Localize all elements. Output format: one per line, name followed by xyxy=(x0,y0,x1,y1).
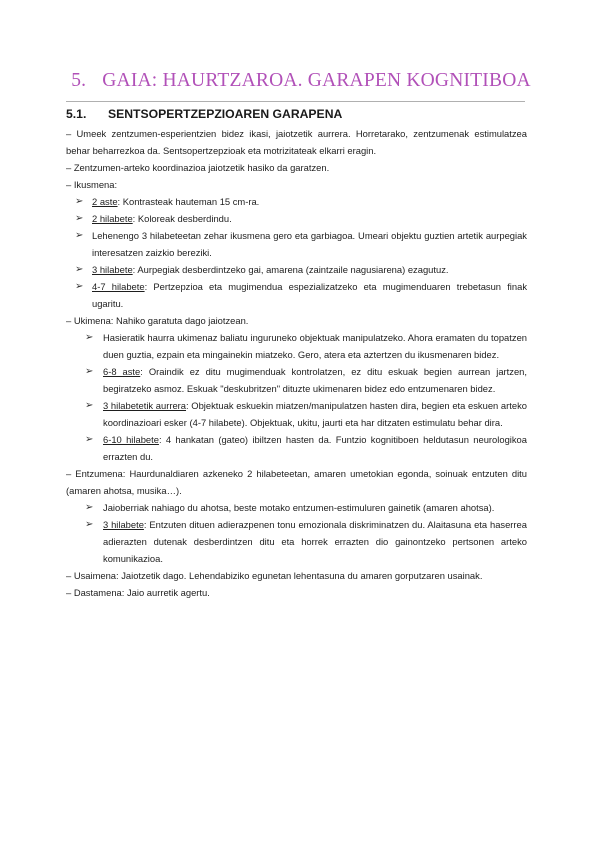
section-number: 5.1. xyxy=(66,107,87,121)
list-item-text: Lehenengo 3 hilabeteetan zehar ikusmena gero eta garbiagoa. Umeari objektu guztien artetik aurpegiak interesatzen zaizkio bereziki. xyxy=(92,230,527,258)
list-item xyxy=(66,193,527,210)
chapter-title xyxy=(66,70,536,92)
chapter-title-text: GAIA: HAURTZAROA. GARAPEN KOGNITIBOA xyxy=(102,70,531,91)
arrow-bullet-icon: ➢ xyxy=(85,366,94,377)
list-item xyxy=(66,329,527,363)
list-item xyxy=(66,516,527,567)
arrow-bullet-icon: ➢ xyxy=(85,502,94,513)
list-item xyxy=(66,227,527,261)
arrow-bullet-icon: ➢ xyxy=(85,519,94,530)
list-item-text: : Objektuak eskuekin miatzen/manipulatzen hasten dira, begien eta eskuen arteko koordinazioari esker (4-7 hilabete). Objektuak, ukitu, jaurti eta har ditzaten estimulatu behar dira. xyxy=(103,400,527,428)
paragraph-smell: – Usaimena: Jaiotzetik dago. Lehendabiziko egunetan lehentasuna du amaren gorputzaren usainak. xyxy=(66,570,483,581)
list-item xyxy=(66,397,527,431)
title-divider xyxy=(66,101,525,102)
paragraph-touch-heading: – Ukimena: Nahiko garatuta dago jaiotzean. xyxy=(66,315,249,326)
section-title: SENTSOPERTZEPZIOAREN GARAPENA xyxy=(108,107,343,121)
list-item-text: : Aurpegiak desberdintzeko gai, amarena (zaintzaile nagusiarena) ezagutuz. xyxy=(132,264,449,275)
section-heading xyxy=(66,107,342,121)
paragraph-sight-heading: – Ikusmena: xyxy=(66,179,118,190)
chapter-number: 5. xyxy=(71,70,87,91)
list-item-label: 3 hilabetetik aurrera xyxy=(103,400,187,411)
list-item xyxy=(66,363,527,397)
arrow-bullet-icon: ➢ xyxy=(75,281,84,292)
list-item-text: : 4 hankatan (gateo) ibiltzen hasten da. Funtzio kognitiboen heldutasun neurologikoa errazten du. xyxy=(103,434,527,462)
list-item xyxy=(66,431,527,465)
arrow-bullet-icon: ➢ xyxy=(85,434,94,445)
list-item-label: 6-10 hilabete xyxy=(103,434,159,445)
paragraph-taste: – Dastamena: Jaio aurretik agertu. xyxy=(66,587,210,598)
arrow-bullet-icon: ➢ xyxy=(75,264,84,275)
list-item-text: : Pertzepzioa eta mugimendua espezializatzeko eta mugimenduaren trebetasun finak ugaritu. xyxy=(92,281,528,309)
paragraph-coordination: – Zentzumen-arteko koordinazioa jaiotzetik hasiko da garatzen. xyxy=(66,162,330,173)
list-item-label: 4-7 hilabete xyxy=(92,281,145,292)
paragraph-hearing: – Entzumena: Haurdunaldiaren azkeneko 2 hilabeteetan, amaren umetokian egonda, soinuak entzuten ditu (amaren ahotsa, musika…). xyxy=(66,468,527,496)
arrow-bullet-icon: ➢ xyxy=(85,400,94,411)
list-item-text: Hasieratik haurra ukimenaz baliatu inguruneko objektuak manipulatzeko. Ahora eramaten du topatzen duen guztia, ezpain eta mingainekin miatzeko. Gero, atera eta aztertzen du ikusmenaren bidez. xyxy=(103,332,527,360)
list-item-text: : Oraindik ez ditu mugimenduak kontrolatzen, ez ditu eskuak begien aurrean jartzen, begiratzeko asmoz. Eskuak "deskubritzen" dituzte ukimenaren bidez edo entzumenaren bidez. xyxy=(103,366,527,394)
list-item-label: 3 hilabete xyxy=(92,264,133,275)
list-item-text: : Entzuten dituen adierazpenen tonu emozionala diskriminatzen du. Alaitasuna eta haserrea adierazten dutenak desberdintzen ditu eta horrek errazten dio gainontzeko pertsonen arteko komunikazioa. xyxy=(103,519,527,564)
arrow-bullet-icon: ➢ xyxy=(75,213,84,224)
list-item-label: 2 hilabete xyxy=(92,213,133,224)
list-item xyxy=(66,278,527,312)
list-item-label: 2 aste xyxy=(92,196,118,207)
list-item-text: : Kontrasteak hauteman 15 cm-ra. xyxy=(117,196,260,207)
paragraph-intro: – Umeek zentzumen-esperientzien bidez ikasi, jaiotzetik aurrera. Horretarako, zentzumenak estimulatzea behar beharrezkoa da. Sentsopertzepzioak eta motrizitateak elkarri eragin. xyxy=(66,128,527,156)
arrow-bullet-icon: ➢ xyxy=(85,332,94,343)
list-item-text: : Koloreak desberdindu. xyxy=(132,213,232,224)
arrow-bullet-icon: ➢ xyxy=(75,196,84,207)
document-body xyxy=(66,125,527,601)
arrow-bullet-icon: ➢ xyxy=(75,230,84,241)
list-item-label: 3 hilabete xyxy=(103,519,144,530)
list-item xyxy=(66,210,527,227)
list-item xyxy=(66,499,527,516)
list-item-text: Jaioberriak nahiago du ahotsa, beste motako entzumen-estimuluren gainetik (amaren ahotsa). xyxy=(103,502,495,513)
list-item-label: 6-8 aste xyxy=(103,366,141,377)
list-item xyxy=(66,261,527,278)
